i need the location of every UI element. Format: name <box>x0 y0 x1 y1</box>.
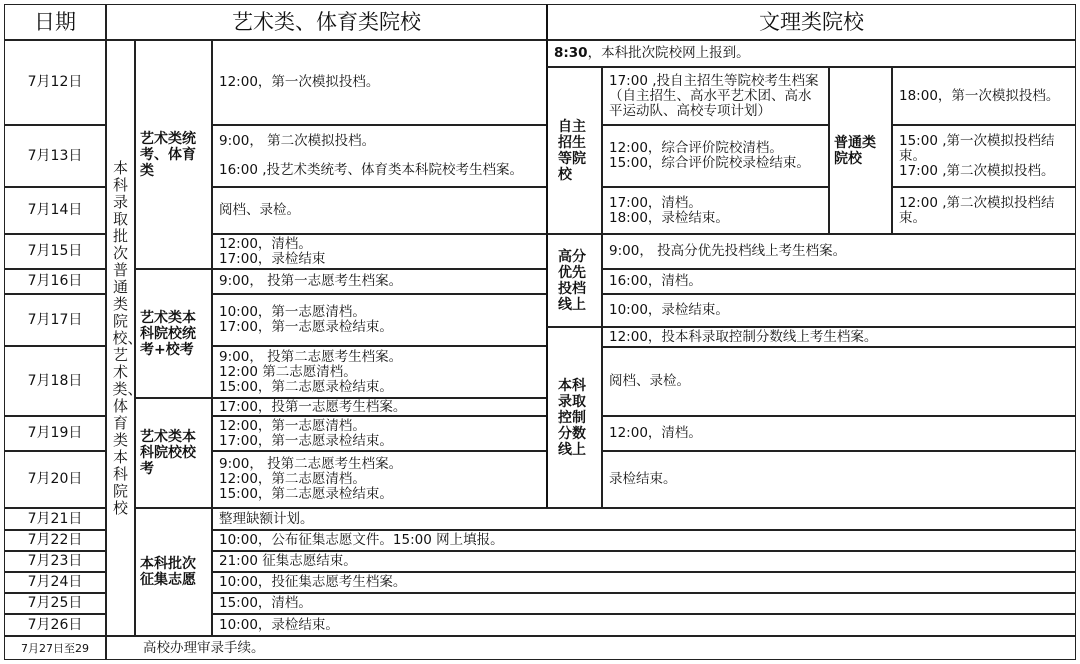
date-cell: 7月14日 <box>4 187 106 234</box>
date-cell: 7月17日 <box>4 294 106 346</box>
group-art-unified-plus-school: 艺术类本科院校统考+校考 <box>135 269 212 398</box>
art-schedule-cell: 9:00， 投第二志愿考生档案。 12:00，第二志愿清档。 15:00，第二志愿录检结束。 <box>212 451 547 508</box>
date-cell: 7月15日 <box>4 234 106 269</box>
sci-control-cell: 12:00，投本科录取控制分数线上考生档案。 <box>602 327 1076 347</box>
group-art-school-exam: 艺术类本科院校校考 <box>135 398 212 508</box>
sci-regular-cell: 12:00 ,第二次模拟投档结束。 <box>892 187 1076 234</box>
sci-online-report: 8:30，本科批次院校网上报到。 <box>546 40 1076 67</box>
group-independent-admission: 自主招生等院校 <box>546 67 602 234</box>
date-cell: 7月27日至29 <box>4 636 106 660</box>
date-cell: 7月18日 <box>4 346 106 416</box>
date-cell: 7月19日 <box>4 416 106 451</box>
art-schedule-cell: 12:00，第一志愿清档。 17:00，第一志愿录检结束。 <box>212 416 547 451</box>
group-undergrad-supplementary: 本科批次征集志愿 <box>135 508 212 636</box>
date-cell: 7月25日 <box>4 593 106 614</box>
sci-high-score-cell: 10:00，录检结束。 <box>602 294 1076 327</box>
header-art-sports: 艺术类、体育类院校 <box>106 4 547 40</box>
date-cell: 7月16日 <box>4 269 106 294</box>
art-schedule-cell: 12:00，第一次模拟投档。 <box>212 40 547 125</box>
art-schedule-cell: 阅档、录检。 <box>212 187 547 234</box>
final-admission-procedure: 高校办理审录手续。 <box>106 636 1076 660</box>
sci-auto-cell: 17:00，清档。 18:00，录检结束。 <box>602 187 829 234</box>
date-cell: 7月23日 <box>4 551 106 572</box>
art-schedule-cell: 12:00，清档。 17:00，录检结束 <box>212 234 547 269</box>
group-control-score-line: 本科录取控制分数线上 <box>546 327 602 508</box>
supplementary-schedule-cell: 10:00，投征集志愿考生档案。 <box>212 572 1076 593</box>
art-schedule-cell: 9:00， 第二次模拟投档。 16:00 ,投艺术类统考、体育类本科院校考生档案。 <box>212 125 547 187</box>
date-cell: 7月13日 <box>4 125 106 187</box>
art-schedule-cell: 10:00，第一志愿清档。 17:00，第一志愿录检结束。 <box>212 294 547 346</box>
supplementary-schedule-cell: 15:00，清档。 <box>212 593 1076 614</box>
supplementary-schedule-cell: 10:00，公布征集志愿文件。15:00 网上填报。 <box>212 530 1076 551</box>
undergrad-batch-vertical-label: 本科录取批次普通类院校、艺术类、体育类本科院校 <box>106 40 135 636</box>
date-cell: 7月12日 <box>4 40 106 125</box>
sci-regular-cell: 18:00，第一次模拟投档。 <box>892 67 1076 125</box>
sci-control-cell: 阅档、录检。 <box>602 347 1076 416</box>
supplementary-schedule-cell: 整理缺额计划。 <box>212 508 1076 530</box>
date-cell: 7月21日 <box>4 508 106 530</box>
date-cell: 7月22日 <box>4 530 106 551</box>
header-liberal-science: 文理类院校 <box>546 4 1076 40</box>
group-art-unified-sports: 艺术类统考、体育类 <box>135 40 212 269</box>
sci-high-score-cell: 9:00， 投高分优先投档线上考生档案。 <box>602 234 1076 269</box>
sci-control-cell: 12:00，清档。 <box>602 416 1076 451</box>
sci-auto-cell: 12:00，综合评价院校清档。 15:00，综合评价院校录检结束。 <box>602 125 829 187</box>
group-regular-colleges: 普通类院校 <box>829 67 892 234</box>
art-schedule-cell: 9:00， 投第一志愿考生档案。 <box>212 269 547 294</box>
sci-control-cell: 录检结束。 <box>602 451 1076 508</box>
art-schedule-cell: 9:00， 投第二志愿考生档案。 12:00 第二志愿清档。 15:00，第二志愿录检结束。 <box>212 346 547 398</box>
supplementary-schedule-cell: 21:00 征集志愿结束。 <box>212 551 1076 572</box>
sci-high-score-cell: 16:00，清档。 <box>602 269 1076 294</box>
header-date: 日期 <box>4 4 106 40</box>
group-high-score-priority: 高分优先投档线上 <box>546 234 602 327</box>
date-cell: 7月20日 <box>4 451 106 508</box>
date-cell: 7月26日 <box>4 614 106 636</box>
sci-regular-cell: 15:00 ,第一次模拟投档结束。 17:00 ,第二次模拟投档。 <box>892 125 1076 187</box>
supplementary-schedule-cell: 10:00，录检结束。 <box>212 614 1076 636</box>
art-schedule-cell: 17:00，投第一志愿考生档案。 <box>212 398 547 416</box>
sci-auto-cell: 17:00 ,投自主招生等院校考生档案（自主招生、高水平艺术团、高水平运动队、高校专项计划） <box>602 67 829 125</box>
date-cell: 7月24日 <box>4 572 106 593</box>
